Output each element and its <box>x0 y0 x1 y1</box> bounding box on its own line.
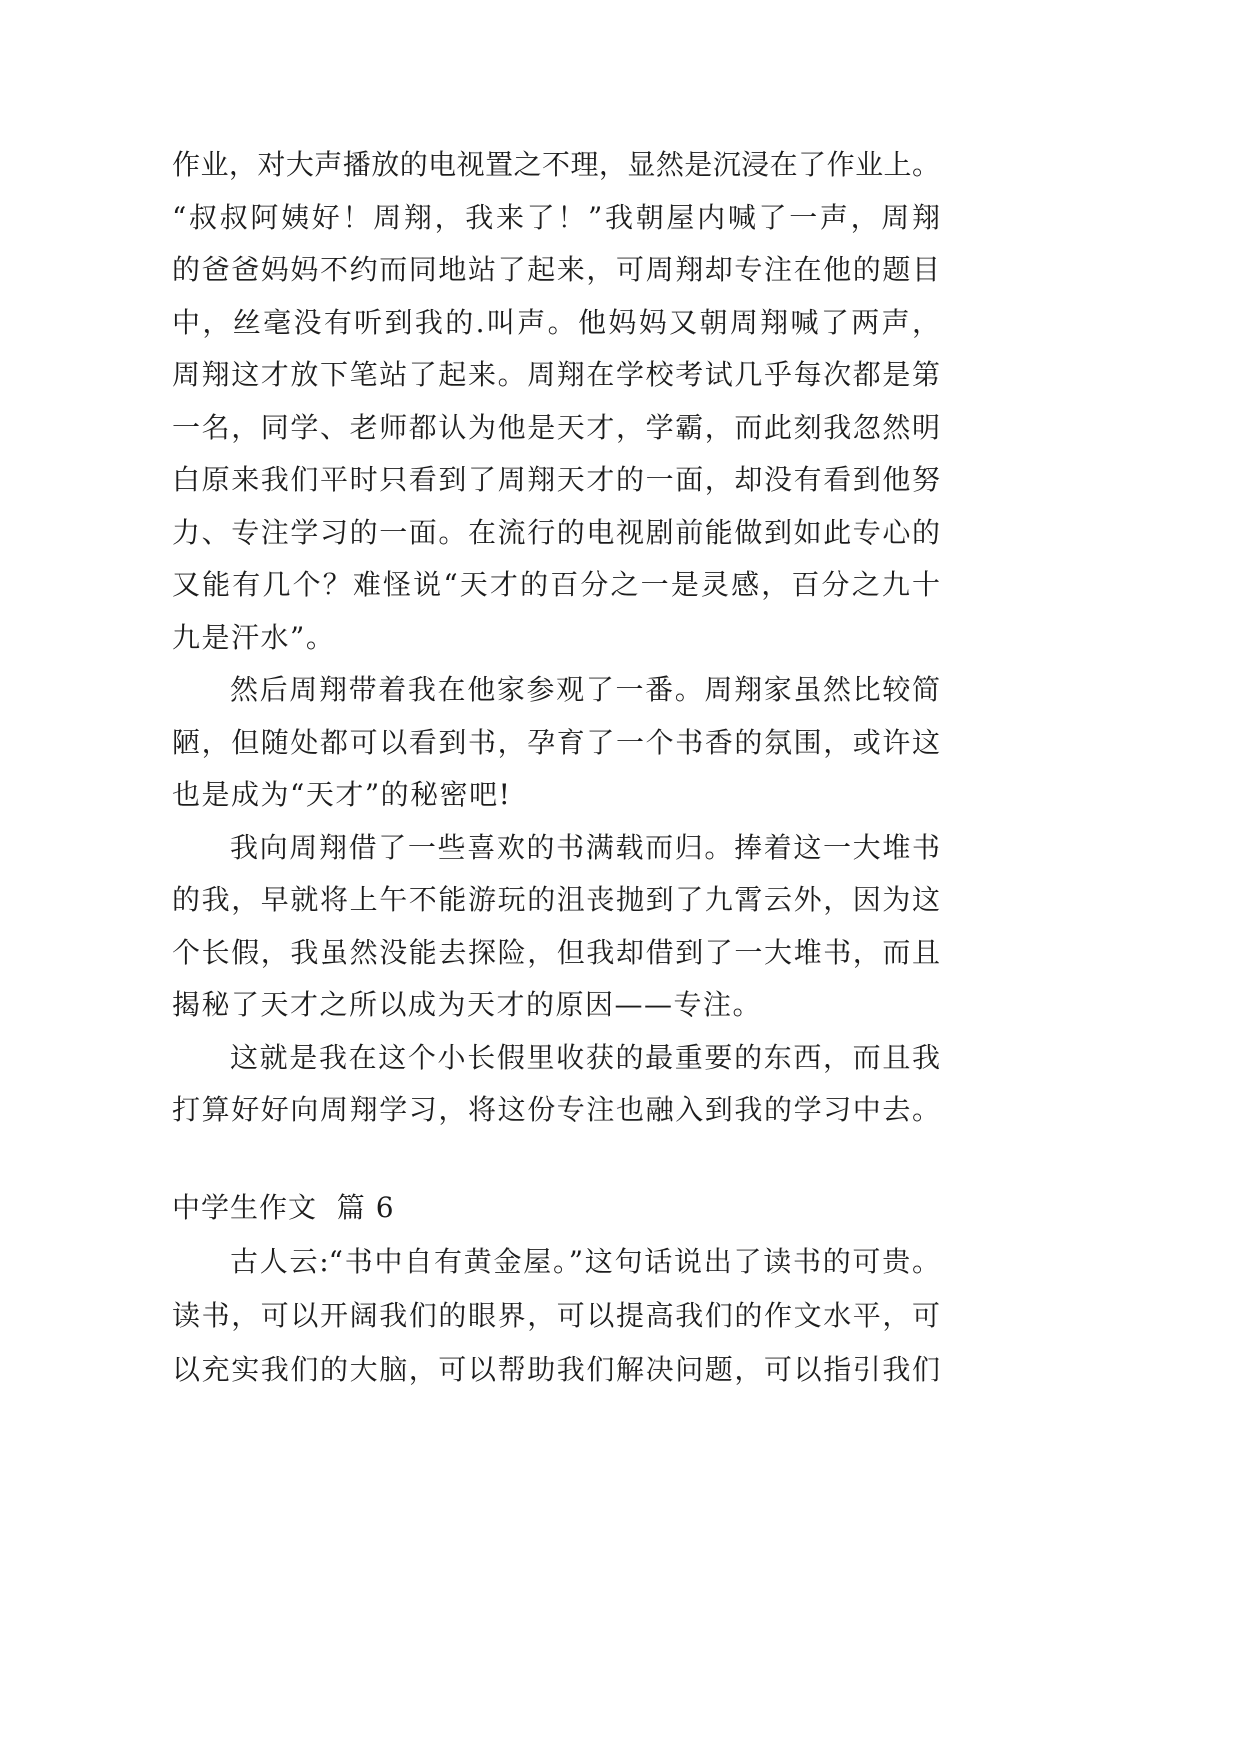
essay-5-continued <box>172 139 940 1137</box>
text-line: 读书，可以开阔我们的眼界，可以提高我们的作文水平，可 <box>172 1299 940 1332</box>
text-line: 陋，但随处都可以看到书，孕育了一个书香的氛围，或许这 <box>172 725 940 759</box>
text-line: 打算好好向周翔学习，将这份专注也融入到我的学习中去。 <box>172 1093 940 1126</box>
essay-6 <box>172 1181 940 1397</box>
text-line: 白原来我们平时只看到了周翔天才的一面，却没有看到他努 <box>172 463 940 496</box>
text-line: 以充实我们的大脑，可以帮助我们解决问题，可以指引我们 <box>172 1353 940 1386</box>
text-line: 九是汗水”。 <box>172 620 336 654</box>
text-line: 又能有几个？难怪说“天才的百分之一是灵感，百分之九十 <box>172 568 940 601</box>
text-line: 揭秘了天才之所以成为天才的原因——专注。 <box>172 988 763 1021</box>
paragraph <box>172 139 940 664</box>
text-line: 作业，对大声播放的电视置之不理，显然是沉浸在了作业上。 <box>172 148 940 181</box>
text-line: 古人云:“书中自有黄金屋。”这句话说出了读书的可贵。 <box>230 1245 940 1278</box>
paragraph <box>172 1032 940 1137</box>
text-line: 一名，同学、老师都认为他是天才，学霸，而此刻我忽然明 <box>172 410 940 444</box>
paragraph <box>172 664 940 822</box>
text-line: 然后周翔带着我在他家参观了一番。周翔家虽然比较简 <box>230 673 940 706</box>
text-line: 的爸爸妈妈不约而同地站了起来，可周翔却专注在他的题目 <box>172 253 940 286</box>
paragraph <box>172 822 940 1032</box>
text-line: 也是成为“天才”的秘密吧! <box>172 778 512 811</box>
text-line: 周翔这才放下笔站了起来。周翔在学校考试几乎每次都是第 <box>172 358 940 391</box>
text-line: 力、专注学习的一面。在流行的电视剧前能做到如此专心的 <box>172 515 940 549</box>
text-line: “叔叔阿姨好！周翔，我来了！”我朝屋内喊了一声，周翔 <box>172 200 940 234</box>
text-line: 我向周翔借了一些喜欢的书满载而归。捧着这一大堆书 <box>230 830 940 864</box>
paragraph <box>172 1235 940 1397</box>
text-line: 个长假，我虽然没能去探险，但我却借到了一大堆书，而且 <box>172 935 940 969</box>
essay-heading: 中学生作文 篇 6 <box>172 1191 395 1224</box>
text-line: 中，丝毫没有听到我的.叫声。他妈妈又朝周翔喊了两声， <box>172 305 940 339</box>
text-line: 这就是我在这个小长假里收获的最重要的东西，而且我 <box>230 1040 940 1074</box>
text-line: 的我，早就将上午不能游玩的沮丧抛到了九霄云外，因为这 <box>172 883 940 916</box>
